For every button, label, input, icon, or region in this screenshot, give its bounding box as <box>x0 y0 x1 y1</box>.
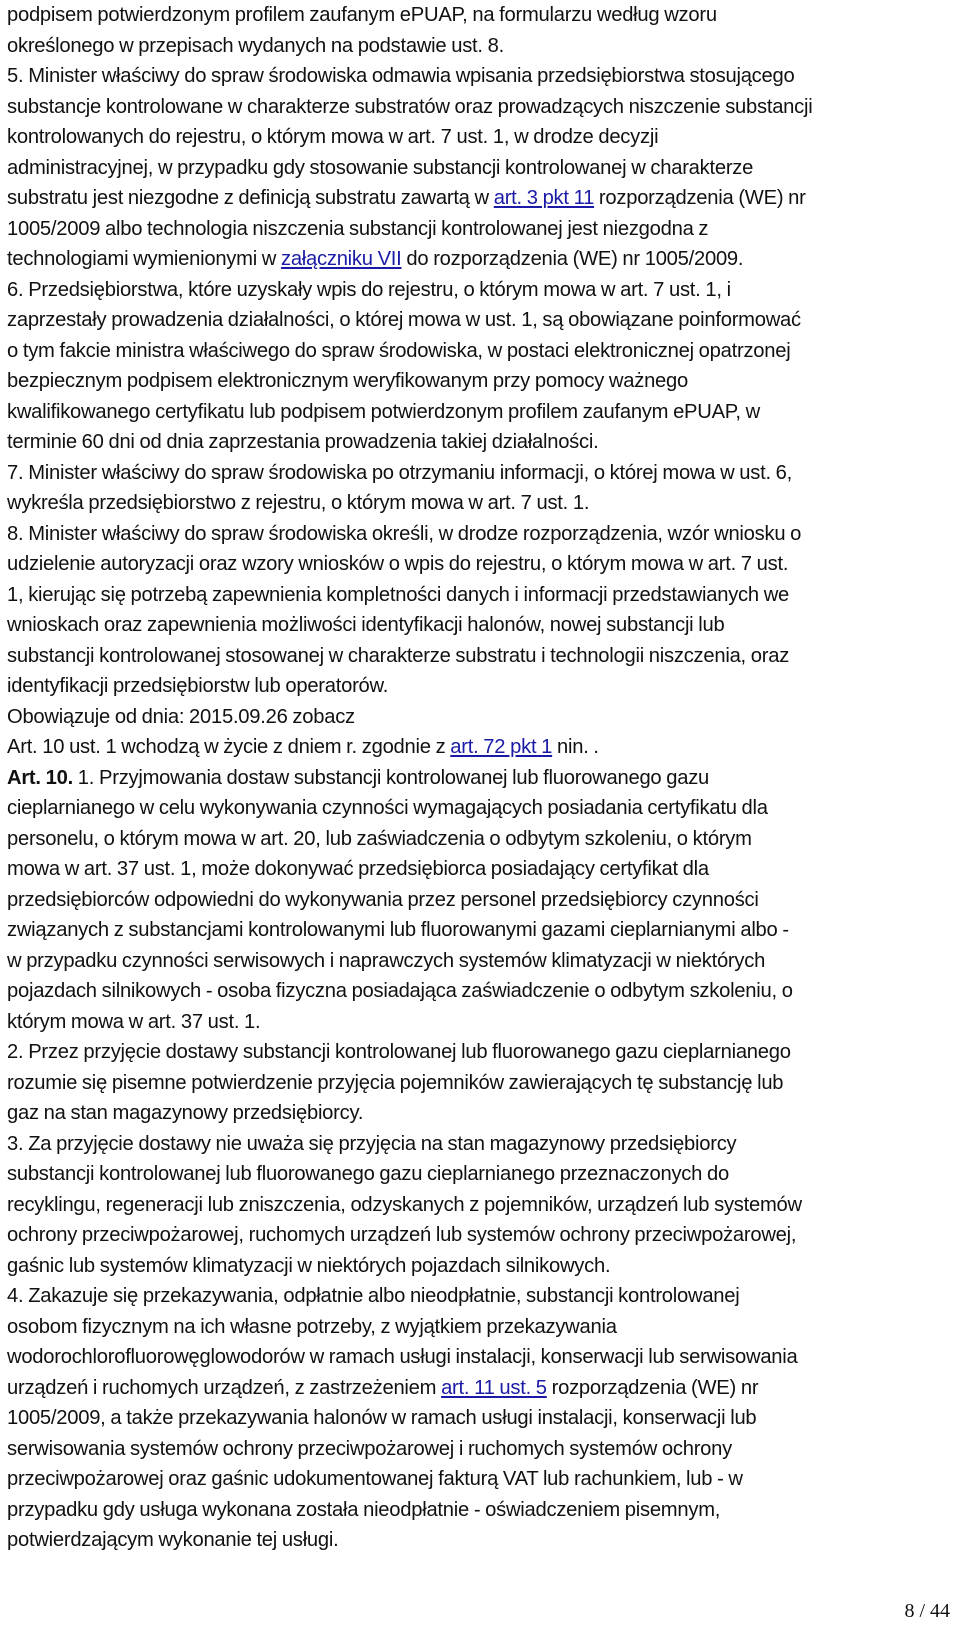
line-text: zaprzestały prowadzenia działalności, o której mowa w ust. 1, są obowiązane poinformować <box>7 309 801 331</box>
text-line <box>7 854 955 885</box>
line-text: rozporządzenia (WE) nr <box>594 187 806 209</box>
line-text: identyfikacji przedsiębiorstw lub operatorów. <box>7 675 389 697</box>
text-line <box>7 1403 955 1434</box>
text-line <box>7 732 955 763</box>
line-text: osobom fizycznym na ich własne potrzeby, z wyjątkiem przekazywania <box>7 1315 617 1338</box>
line-text: wnioskach oraz zapewnienia możliwości identyfikacji halonów, nowej substancji lub <box>7 614 725 636</box>
line-text: o tym fakcie ministra właściwego do spraw środowiska, w postaci elektronicznej opatrzonej <box>7 339 791 362</box>
text-line <box>7 1495 955 1526</box>
line-text: mowa w art. 37 ust. 1, może dokonywać przedsiębiorca posiadający certyfikat dla <box>7 858 709 880</box>
line-text: w przypadku czynności serwisowych i naprawczych systemów klimatyzacji w niektórych <box>7 949 766 972</box>
text-line <box>7 976 955 1007</box>
text-line <box>7 214 955 245</box>
text-line <box>7 122 955 153</box>
line-text: rozumie się pisemne potwierdzenie przyjęcia pojemników zawierających tę substancję lub <box>7 1071 784 1094</box>
line-text: 1, kierując się potrzebą zapewnienia kompletności danych i informacji przedstawianych we <box>7 583 790 606</box>
line-text: administracyjnej, w przypadku gdy stosowanie substancji kontrolowanej w charakterze <box>7 156 754 179</box>
text-line <box>7 183 955 214</box>
text-line <box>7 153 955 184</box>
line-text: substancji kontrolowanej lub fluorowanego gazu cieplarnianego przeznaczonych do <box>7 1163 729 1185</box>
text-line <box>7 1434 955 1465</box>
text-line <box>7 1373 955 1404</box>
text-line <box>7 946 955 977</box>
text-line <box>7 885 955 916</box>
line-text: przedsiębiorców odpowiedni do wykonywania przez personel przedsiębiorcy czynności <box>7 888 759 911</box>
text-line <box>7 1251 955 1282</box>
line-text: udzielenie autoryzacji oraz wzory wniosków o wpis do rejestru, o którym mowa w art. 7 ust. <box>7 553 789 575</box>
text-line <box>7 580 955 611</box>
reference-link[interactable]: art. 72 pkt 1 <box>450 736 553 758</box>
text-line <box>7 427 955 458</box>
text-line <box>7 305 955 336</box>
line-text: bezpiecznym podpisem elektronicznym weryfikowanym przy pomocy ważnego <box>7 370 688 392</box>
line-text: kontrolowanych do rejestru, o którym mowa w art. 7 ust. 1, w drodze decyzji <box>7 126 659 148</box>
line-text: 8. Minister właściwy do spraw środowiska określi, w drodze rozporządzenia, wzór wniosku o <box>7 522 802 545</box>
text-line <box>7 1007 955 1038</box>
line-text: którym mowa w art. 37 ust. 1. <box>7 1010 261 1033</box>
line-text: recyklingu, regeneracji lub zniszczenia, odzyskanych z pojemników, urządzeń lub systemów <box>7 1193 802 1216</box>
line-text: terminie 60 dni od dnia zaprzestania prowadzenia takiej działalności. <box>7 431 599 453</box>
page-number: 8 / 44 <box>904 1600 950 1622</box>
text-line <box>7 1129 955 1160</box>
line-text: ochrony przeciwpożarowej, ruchomych urządzeń lub systemów ochrony przeciwpożarowej, <box>7 1224 797 1246</box>
line-text: 1005/2009 albo technologia niszczenia substancji kontrolowanej jest niezgodna z <box>7 217 709 240</box>
line-text: 5. Minister właściwy do spraw środowiska odmawia wpisania przedsiębiorstwa stosującego <box>7 65 795 87</box>
text-line <box>7 458 955 489</box>
line-text: gaz na stan magazynowy przedsiębiorcy. <box>7 1102 364 1124</box>
text-line <box>7 92 955 123</box>
line-text: urządzeń i ruchomych urządzeń, z zastrzeżeniem <box>7 1376 442 1399</box>
text-line <box>7 915 955 946</box>
line-text: związanych z substancjami kontrolowanymi lub fluorowanymi gazami cieplarnianymi albo - <box>7 919 789 941</box>
reference-link[interactable]: załączniku VII <box>280 248 402 270</box>
line-text: podpisem potwierdzonym profilem zaufanym ePUAP, na formularzu według wzoru <box>7 4 717 26</box>
line-text: kwalifikowanego certyfikatu lub podpisem potwierdzonym profilem zaufanym ePUAP, w <box>7 400 760 423</box>
line-text: gaśnic lub systemów klimatyzacji w niektórych pojazdach silnikowych. <box>7 1254 611 1277</box>
line-text: rozporządzenia (WE) nr <box>546 1376 759 1399</box>
line-text: Art. 10 ust. 1 wchodzą w życie z dniem r. zgodnie z <box>7 736 451 758</box>
line-text: wykreśla przedsiębiorstwo z rejestru, o którym mowa w art. 7 ust. 1. <box>7 492 590 514</box>
text-line <box>7 763 955 794</box>
text-line <box>7 366 955 397</box>
text-line <box>7 1464 955 1495</box>
text-line <box>7 702 955 733</box>
line-text: 1005/2009, a także przekazywania halonów w ramach usługi instalacji, konserwacji lub <box>7 1407 757 1429</box>
text-line <box>7 1342 955 1373</box>
text-line <box>7 1068 955 1099</box>
text-line <box>7 61 955 92</box>
text-line <box>7 0 955 31</box>
line-text: 4. Zakazuje się przekazywania, odpłatnie albo nieodpłatnie, substancji kontrolowanej <box>7 1285 740 1307</box>
document-body <box>7 0 955 1556</box>
text-line <box>7 336 955 367</box>
reference-link[interactable]: art. 3 pkt 11 <box>493 187 595 209</box>
line-text: pojazdach silnikowych - osoba fizyczna posiadająca zaświadczenie o odbytym szkoleniu, o <box>7 980 793 1002</box>
text-line <box>7 275 955 306</box>
text-line <box>7 671 955 702</box>
text-line <box>7 1312 955 1343</box>
line-text: personelu, o którym mowa w art. 20, lub zaświadczenia o odbytym szkoleniu, o którym <box>7 827 752 850</box>
text-line <box>7 397 955 428</box>
line-text: substancji kontrolowanej stosowanej w charakterze substratu i technologii niszczenia, oraz <box>7 644 790 667</box>
line-text: cieplarnianego w celu wykonywania czynności wymagających posiadania certyfikatu dla <box>7 797 768 819</box>
text-line <box>7 549 955 580</box>
text-line <box>7 610 955 641</box>
text-line <box>7 244 955 275</box>
line-text: do rozporządzenia (WE) nr 1005/2009. <box>401 248 744 270</box>
reference-link[interactable]: art. 11 ust. 5 <box>441 1376 547 1399</box>
line-text: serwisowania systemów ochrony przeciwpożarowej i ruchomych systemów ochrony <box>7 1437 732 1460</box>
line-text: przeciwpożarowej oraz gaśnic udokumentowanej fakturą VAT lub rachunkiem, lub - w <box>7 1468 743 1490</box>
text-line <box>7 519 955 550</box>
text-line <box>7 1281 955 1312</box>
text-line <box>7 31 955 62</box>
line-text: 3. Za przyjęcie dostawy nie uważa się przyjęcia na stan magazynowy przedsiębiorcy <box>7 1132 737 1155</box>
line-text: substratu jest niezgodne z definicją substratu zawartą w <box>7 187 494 209</box>
line-text: określonego w przepisach wydanych na podstawie ust. 8. <box>7 34 504 57</box>
line-text: technologiami wymienionymi w <box>7 248 281 270</box>
text-line <box>7 793 955 824</box>
line-text: nin. . <box>552 736 599 758</box>
line-text: 2. Przez przyjęcie dostawy substancji kontrolowanej lub fluorowanego gazu cieplarnianego <box>7 1041 791 1063</box>
line-text: przypadku gdy usługa wykonana została nieodpłatnie - oświadczeniem pisemnym, <box>7 1498 721 1521</box>
text-line <box>7 1220 955 1251</box>
text-line <box>7 1037 955 1068</box>
text-line <box>7 641 955 672</box>
article-heading: Art. 10. <box>7 766 73 789</box>
line-text: substancje kontrolowane w charakterze substratów oraz prowadzących niszczenie substancji <box>7 95 813 118</box>
text-line <box>7 1190 955 1221</box>
line-text: 6. Przedsiębiorstwa, które uzyskały wpis do rejestru, o którym mowa w art. 7 ust. 1, i <box>7 278 731 301</box>
line-text: Obowiązuje od dnia: 2015.09.26 zobacz <box>7 705 355 728</box>
line-text: 1. Przyjmowania dostaw substancji kontrolowanej lub fluorowanego gazu <box>72 766 710 789</box>
text-line <box>7 1098 955 1129</box>
text-line <box>7 488 955 519</box>
text-line <box>7 1159 955 1190</box>
text-line <box>7 1525 955 1556</box>
text-line <box>7 824 955 855</box>
line-text: 7. Minister właściwy do spraw środowiska po otrzymaniu informacji, o której mowa w ust. 6, <box>7 461 793 484</box>
line-text: wodorochlorofluorowęglowodorów w ramach usługi instalacji, konserwacji lub serwisowania <box>7 1346 798 1368</box>
line-text: potwierdzającym wykonanie tej usługi. <box>7 1529 339 1551</box>
